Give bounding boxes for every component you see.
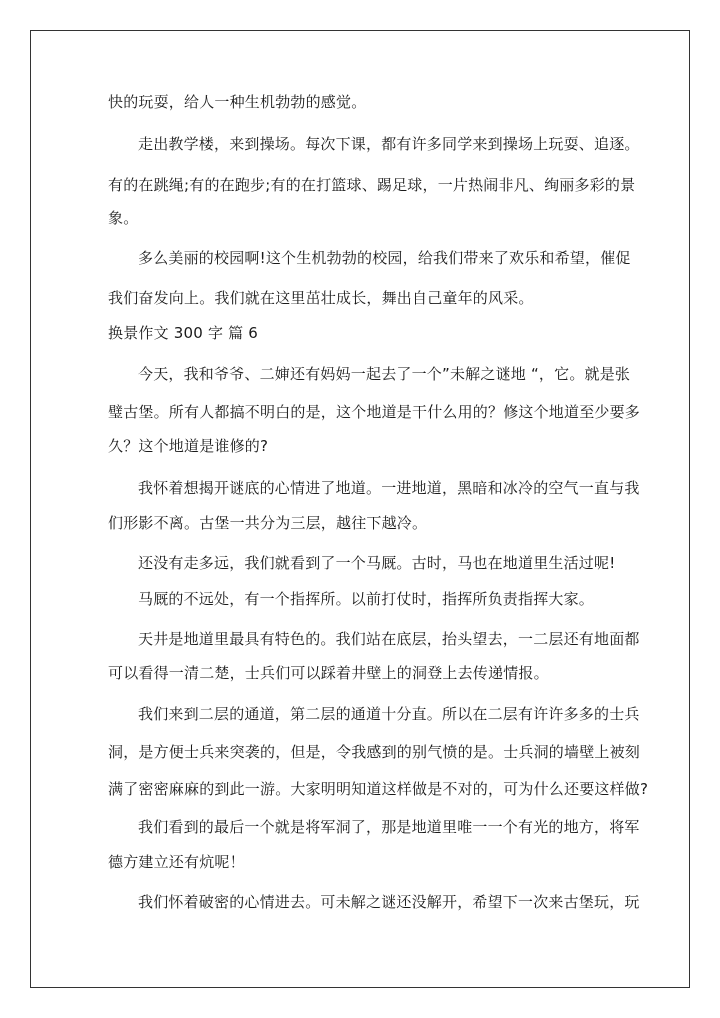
text-line: 有的在跳绳;有的在跑步;有的在打篮球、踢足球，一片热闹非凡、绚丽多彩的景: [108, 176, 636, 194]
paragraph-start: 今天，我和爷爷、二婶还有妈妈一起去了一个”未解之谜地 “，它。就是张: [138, 365, 631, 383]
paragraph-start: 走出教学楼，来到操场。每次下课，都有许多同学来到操场上玩耍、追逐。: [138, 135, 640, 153]
paragraph-start: 我们怀着破密的心情进去。可未解之谜还没解开，希望下一次来古堡玩，玩: [138, 893, 640, 911]
paragraph-start: 我怀着想揭开谜底的心情进了地道。一进地道，黑暗和冰冷的空气一直与我: [138, 479, 640, 497]
section-heading: 换景作文 300 字 篇 6: [108, 324, 259, 342]
text-line: 璧古堡。所有人都搞不明白的是，这个地道是干什么用的？修这个地道至少要多: [108, 403, 641, 421]
paragraph-start: 我们来到二层的通道，第二层的通道十分直。所以在二层有许许多多的士兵: [138, 705, 640, 723]
text-line: 象。: [108, 209, 139, 227]
text-line: 们形影不离。古堡一共分为三层，越往下越冷。: [108, 514, 428, 532]
paragraph-start: 天井是地道里最具有特色的。我们站在底层，抬头望去，一二层还有地面都: [138, 630, 640, 648]
paragraph-start: 我们看到的最后一个就是将军洞了，那是地道里唯一一个有光的地方，将军: [138, 818, 640, 836]
page-border: [30, 30, 690, 988]
text-line: 洞，是方便士兵来突袭的，但是，令我感到的别气愤的是。士兵洞的墙壁上被刻: [108, 743, 641, 761]
text-line: 可以看得一清二楚，士兵们可以踩着井壁上的洞登上去传递情报。: [108, 664, 549, 682]
text-line: 久？这个地道是谁修的?: [108, 437, 269, 455]
paragraph-start: 多么美丽的校园啊!这个生机勃勃的校园，给我们带来了欢乐和希望，催促: [138, 249, 631, 267]
text-line: 满了密密麻麻的到此一游。大家明明知道这样做是不对的，可为什么还要这样做?: [108, 780, 649, 798]
text-line: 德方建立还有炕呢！: [108, 853, 245, 871]
paragraph-start: 马厩的不远处，有一个指挥所。以前打仗时，指挥所负责指挥大家。: [138, 590, 595, 608]
text-line: 快的玩耍，给人一种生机勃勃的感觉。: [108, 93, 367, 111]
text-line: 我们奋发向上。我们就在这里茁壮成长，舞出自己童年的风采。: [108, 289, 534, 307]
paragraph-start: 还没有走多远，我们就看到了一个马厩。古时，马也在地道里生活过呢!: [138, 554, 616, 572]
